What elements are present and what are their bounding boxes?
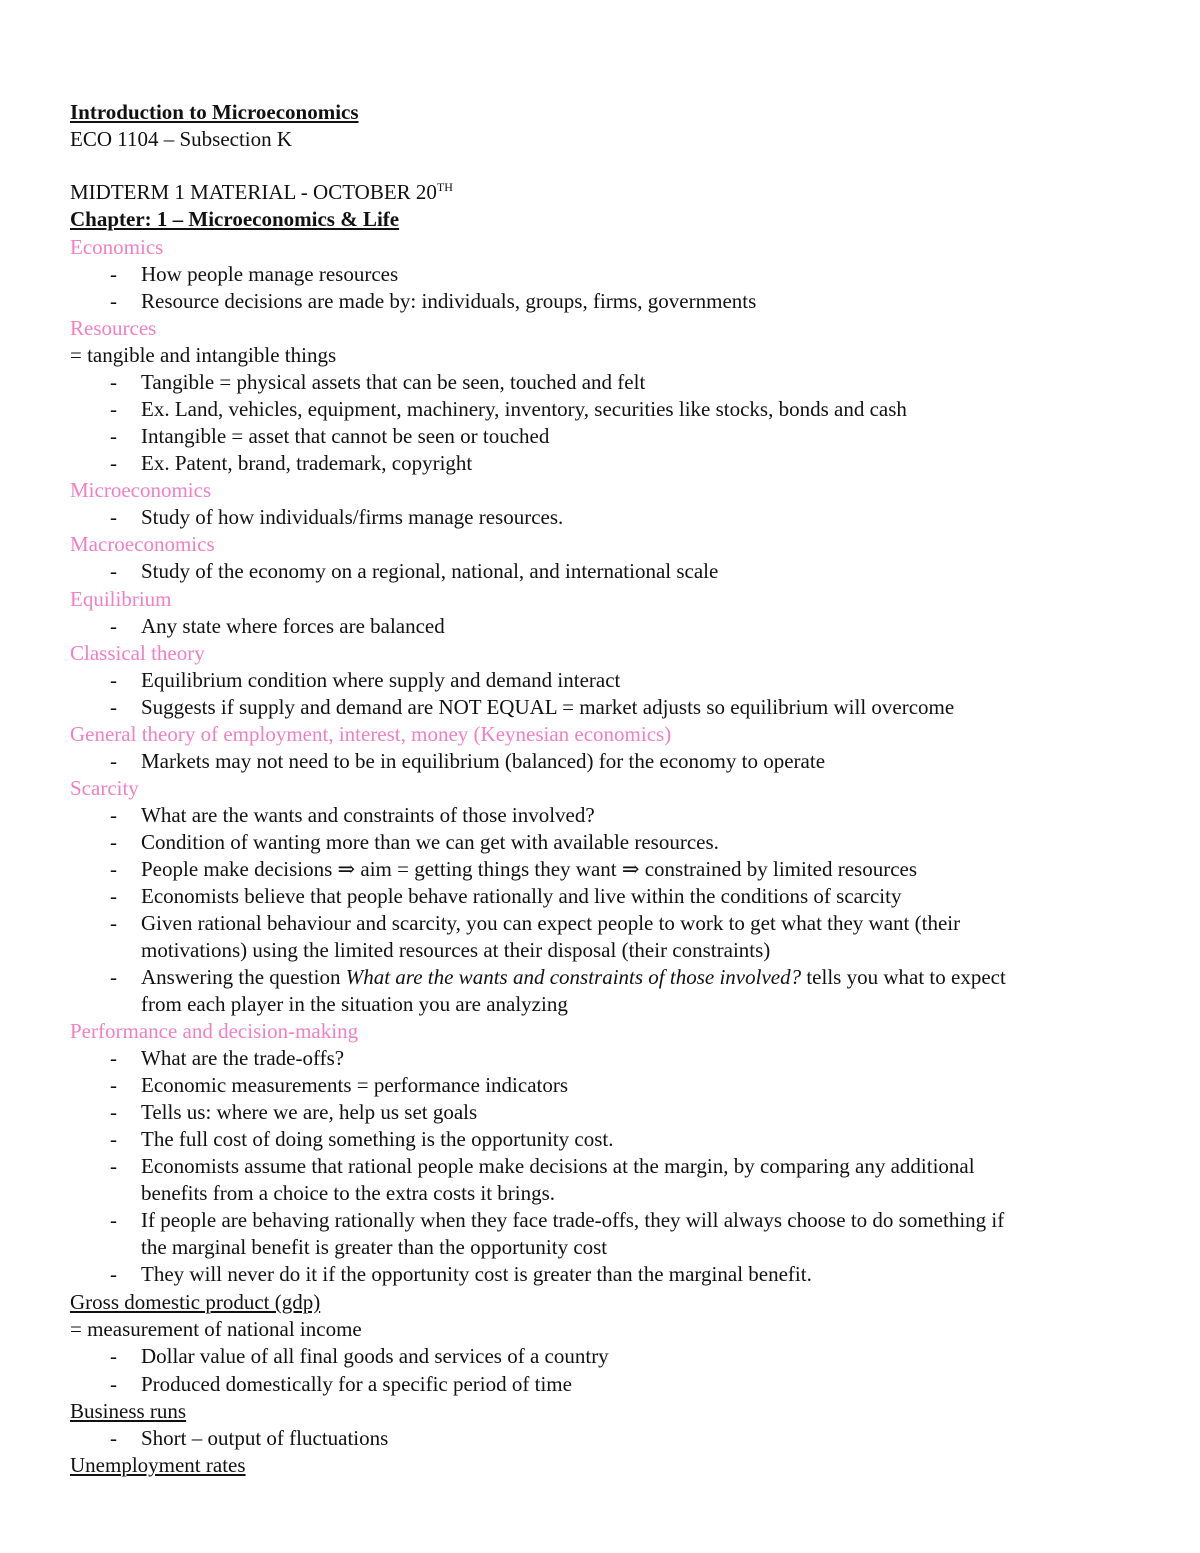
section-heading-classical-theory: Classical theory — [70, 641, 205, 665]
resources-definition: = tangible and intangible things — [70, 343, 337, 367]
italic-question: What are the wants and constraints of those involved? — [345, 965, 802, 989]
midterm-line — [70, 179, 453, 206]
midterm-superscript: TH — [436, 180, 453, 194]
section-heading-microeconomics: Microeconomics — [70, 478, 212, 502]
gdp-definition: = measurement of national income — [70, 1317, 362, 1341]
section-heading-gdp: Gross domestic product (gdp) — [70, 1290, 321, 1314]
section-heading-scarcity: Scarcity — [70, 776, 139, 800]
midterm-text: MIDTERM 1 MATERIAL - OCTOBER 20 — [70, 180, 437, 204]
section-heading-performance: Performance and decision-making — [70, 1019, 359, 1043]
course-code: ECO 1104 – Subsection K — [70, 127, 293, 151]
section-heading-economics: Economics — [70, 235, 164, 259]
section-heading-macroeconomics: Macroeconomics — [70, 532, 215, 556]
document-page: Introduction to Microeconomics ECO 1104 – Subsection K MIDTERM 1 MATERIAL - OCTOBER 20TH Chapter: 1 – Microeconomics & Life Economics - How people manage resources - Resource decisions are made by: individuals, groups, firms, governments Resources = tangible and intangible things - Tangible = physical assets that can be seen, touched and felt - Ex. Land, vehicles, equipment, machinery, inventory, securities like stocks, bonds and cash - Intangible = asset that cannot be seen or touched - Ex. Patent, brand, trademark, copyright Microeconomics - Study of how individuals/firms manage resources. Macroeconomics - Study of the economy on a regional, national, and international scale Equilibrium - Any state where forces are balanced Classical theory - Equilibrium condition where supply and demand interact - Suggests if supply and demand are NOT EQUAL = market adjusts so equilibrium will overcome General theory of employment, interest, money (Keynesian economics) - Markets may not need to be in equilibrium (balanced) for the economy to operate Scarcity - What are the wants and constraints of those involved? - Condition of wanting more than we can get with available resources. - People make decisions ⇒ aim = getting things they want ⇒ constrained by limited resources - Economists believe that people behave rationally and live within the conditions of scarcity - Given rational behaviour and scarcity, you can expect people to work to get what they want (their motivations) using the limited resources at their disposal (their constraints) - Answering the question What are the wants and constraints of those involved? tells you what to expect from each player in the situation you are analyzing Performance and decision-making - What are the trade-offs? - Economic measurements = performance indicators - Tells us: where we are, help us set goals - The full cost of doing something is the opportunity cost. - Economists assume that rational people make decisions at the margin, by comparing any additional benefits from a choice to the extra costs it brings. - If people are behaving rationally when they face trade-offs, they will always choose to do something if the marginal benefit is greater than the opportunity cost - They will never do it if the opportunity cost is greater than the marginal benefit. Gross domestic product (gdp) = measurement of national income - Dollar value of all final goods and services of a country - Produced domestically for a specific period of time Business runs - Short – output of fluctuations Unemployment rates — [70, 100, 1006, 1477]
document-title: Introduction to Microeconomics — [70, 100, 359, 124]
chapter-heading: Chapter: 1 – Microeconomics & Life — [70, 207, 400, 231]
section-heading-general-theory: General theory of employment, interest, money (Keynesian economics) — [70, 722, 672, 746]
section-heading-unemployment: Unemployment rates — [70, 1453, 246, 1477]
section-heading-business-runs: Business runs — [70, 1399, 187, 1423]
section-heading-resources: Resources — [70, 316, 157, 340]
section-heading-equilibrium: Equilibrium — [70, 587, 172, 611]
